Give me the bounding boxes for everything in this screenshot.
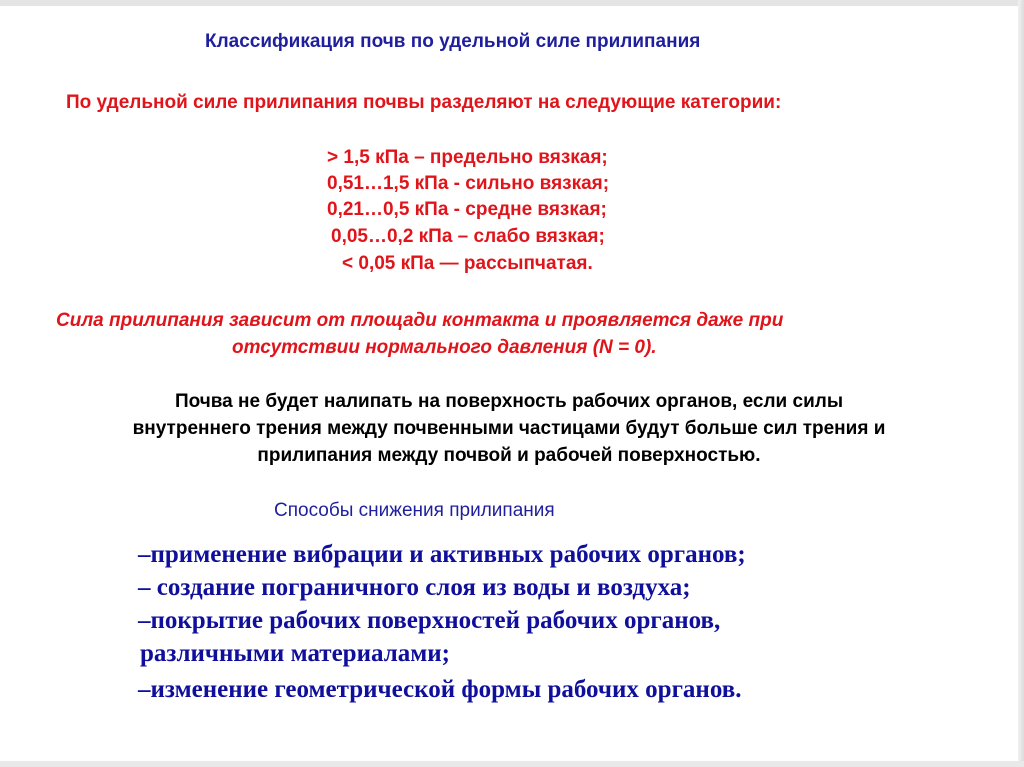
condition-line: прилипания между почвой и рабочей поверхностью. <box>257 445 761 466</box>
methods-heading: Способы снижения прилипания <box>274 500 555 521</box>
method-item: различными материалами; <box>140 640 450 667</box>
adhesion-note-line: Сила прилипания зависит от площади контакта и проявляется даже при <box>56 310 784 331</box>
slide-title: Классификация почв по удельной силе прилипания <box>205 31 701 52</box>
category-item: > 1,5 кПа – предельно вязкая; <box>327 147 608 168</box>
category-item: < 0,05 кПа — рассыпчатая. <box>342 253 593 274</box>
condition-line: внутреннего трения между почвенными частицами будут больше сил трения и <box>132 418 886 439</box>
method-item: –покрытие рабочих поверхностей рабочих органов, <box>138 607 721 634</box>
category-item: 0,05…0,2 кПа – слабо вязкая; <box>331 226 605 247</box>
condition-line: Почва не будет налипать на поверхность рабочих органов, если силы <box>174 391 844 412</box>
method-item: –применение вибрации и активных рабочих органов; <box>138 541 746 568</box>
slide-bottom-border <box>0 761 1024 767</box>
intro-text: По удельной силе прилипания почвы разделяют на следующие категории: <box>66 92 782 113</box>
method-item: –изменение геометрической формы рабочих органов. <box>138 676 742 703</box>
method-item: – создание пограничного слоя из воды и воздуха; <box>138 574 691 601</box>
adhesion-note-line: отсутствии нормального давления (N = 0). <box>232 337 657 358</box>
slide-right-border <box>1018 0 1024 767</box>
category-item: 0,51…1,5 кПа - сильно вязкая; <box>327 173 610 194</box>
category-item: 0,21…0,5 кПа - средне вязкая; <box>327 199 607 220</box>
slide-top-border <box>0 0 1024 6</box>
